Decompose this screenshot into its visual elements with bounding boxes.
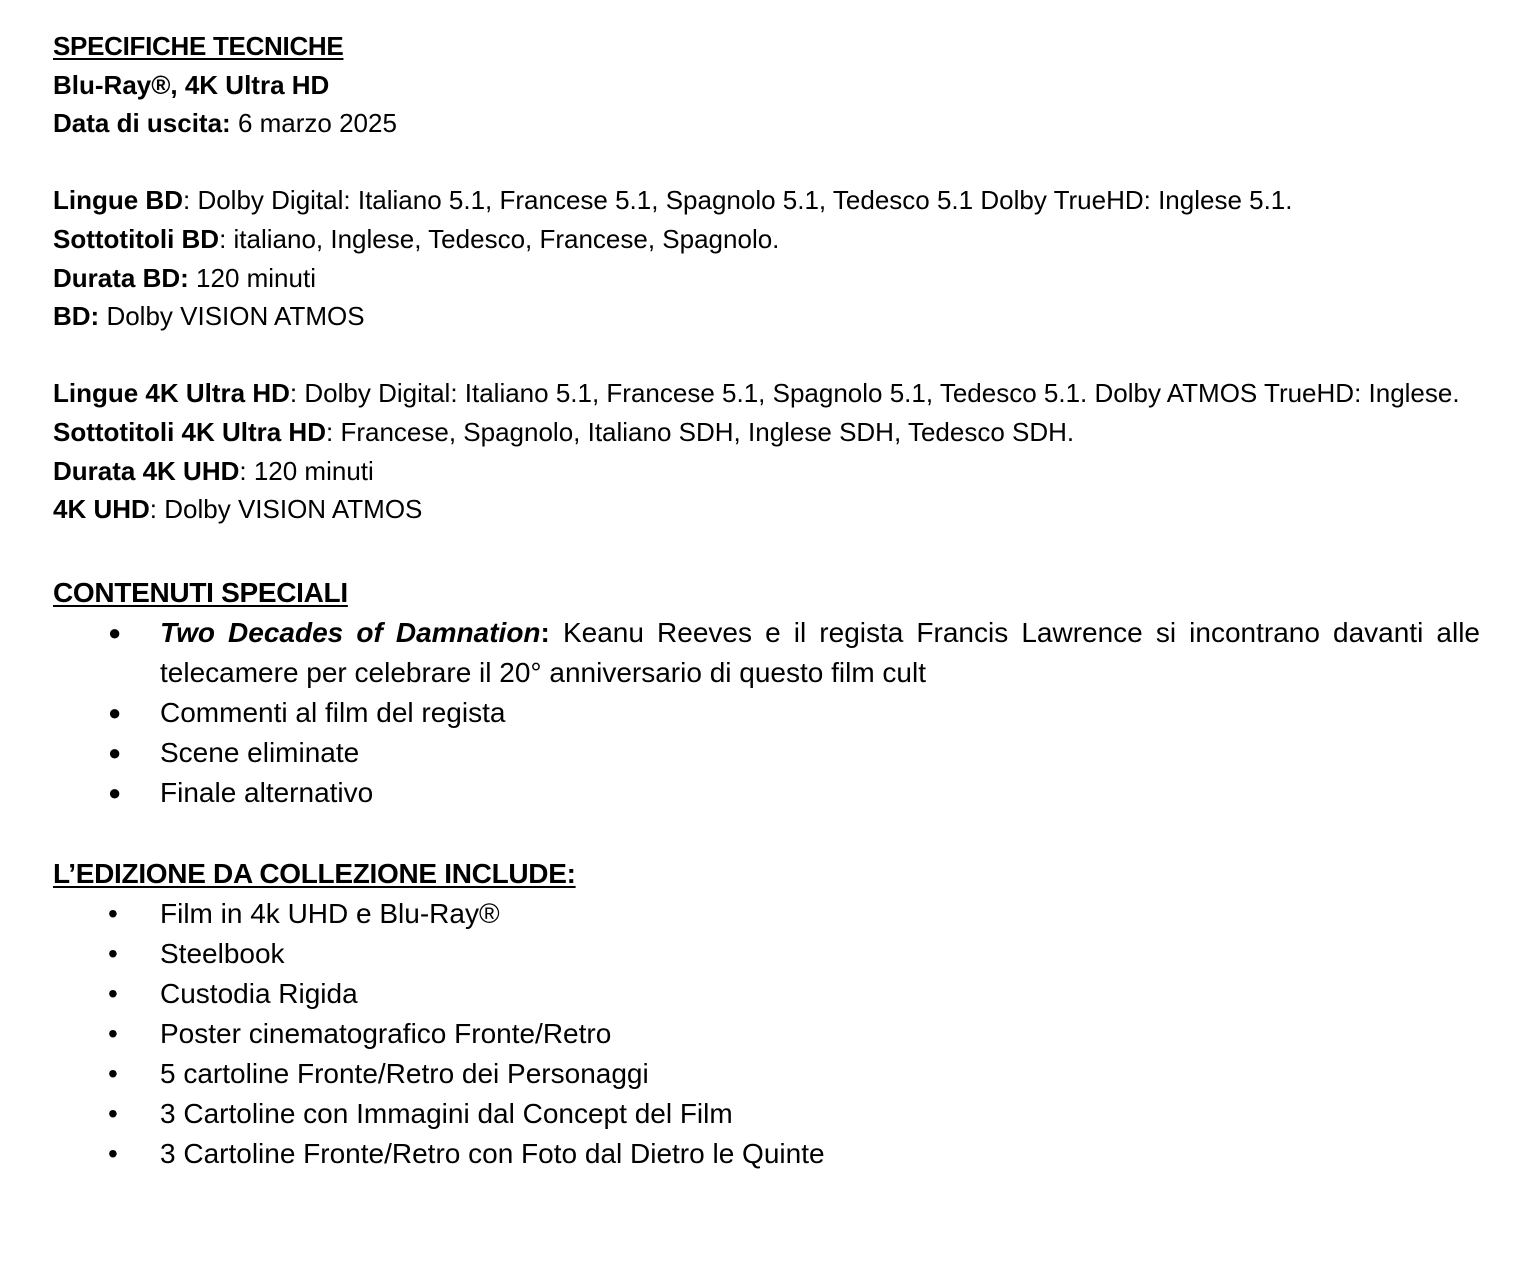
uhd-duration-label: Durata 4K UHD [53, 455, 240, 486]
bullet-icon: • [108, 1097, 118, 1129]
feature-title: Two Decades of Damnation [160, 616, 541, 648]
bd-duration [53, 259, 1480, 298]
list-item: ● Finale alternativo [53, 773, 1480, 813]
bd-subtitles-value: : italiano, Inglese, Tedesco, Francese, Spagnolo. [219, 223, 780, 254]
spacer [53, 336, 1480, 375]
bullet-icon: • [108, 977, 118, 1009]
collector-items-list [53, 894, 1480, 1174]
bd-subtitles-label: Sottotitoli BD [53, 223, 220, 254]
release-label: Data di uscita: [53, 108, 231, 139]
spacer [53, 529, 1480, 573]
feature-text: Keanu Reeves e il regista Francis Lawrence si incontrano davanti alle telecamere per celebrare il 20° anniversario di questo film cult [160, 616, 1480, 688]
bullet-icon: • [108, 897, 118, 929]
list-item: • 5 cartoline Fronte/Retro dei Personaggi [53, 1054, 1480, 1094]
uhd-duration-value: : 120 minuti [239, 455, 374, 486]
bd-duration-value: 120 minuti [188, 262, 316, 293]
uhd-format-value: : Dolby VISION ATMOS [149, 494, 423, 525]
list-item: ● Commenti al film del regista [53, 693, 1480, 733]
bullet-icon: ● [108, 779, 122, 805]
list-item: ● Two Decades of Damnation: Keanu Reeves e il regista Francis Lawrence si incontrano davanti alle telecamere per celebrare il 20° anniversario di questo film cult [53, 613, 1480, 693]
collector-heading: L’EDIZIONE DA COLLEZIONE INCLUDE: [53, 857, 576, 889]
bd-format [53, 297, 1480, 336]
bd-languages [53, 181, 1480, 220]
bd-subtitles [53, 220, 1480, 259]
uhd-subtitles [53, 413, 1480, 452]
bd-languages-value: : Dolby Digital: Italiano 5.1, Francese 5.1, Spagnolo 5.1, Tedesco 5.1 Dolby TrueHD: Inglese 5.1. [183, 185, 1293, 216]
list-item: ● Scene eliminate [53, 733, 1480, 773]
list-item: • 3 Cartoline Fronte/Retro con Foto dal Dietro le Quinte [53, 1134, 1480, 1174]
list-item: • Film in 4k UHD e Blu-Ray® [53, 894, 1480, 934]
bullet-icon: ● [108, 699, 122, 725]
special-features-list [53, 613, 1480, 813]
formats-line: Blu-Ray®, 4K Ultra HD [53, 69, 330, 100]
bullet-icon: ● [108, 619, 122, 645]
list-item: • Steelbook [53, 934, 1480, 974]
specs-heading: SPECIFICHE TECNICHE [53, 31, 344, 61]
list-item: • Custodia Rigida [53, 974, 1480, 1014]
uhd-format [53, 490, 1480, 529]
spacer [53, 143, 1480, 182]
list-item: • Poster cinematografico Fronte/Retro [53, 1014, 1480, 1054]
list-item: • 3 Cartoline con Immagini dal Concept del Film [53, 1094, 1480, 1134]
special-heading: CONTENUTI SPECIALI [53, 576, 348, 608]
release-date-line [53, 104, 1480, 143]
uhd-subtitles-value: : Francese, Spagnolo, Italiano SDH, Inglese SDH, Tedesco SDH. [326, 416, 1075, 447]
uhd-languages-value: : Dolby Digital: Italiano 5.1, Francese 5.1, Spagnolo 5.1, Tedesco 5.1. Dolby ATMOS TrueHD: Inglese. [289, 378, 1460, 409]
bullet-icon: • [108, 937, 118, 969]
bullet-icon: • [108, 1137, 118, 1169]
uhd-format-label: 4K UHD [53, 494, 150, 525]
uhd-languages-label: Lingue 4K Ultra HD [53, 378, 290, 409]
bd-format-value: Dolby VISION ATMOS [99, 301, 365, 332]
release-value: 6 marzo 2025 [230, 108, 397, 139]
uhd-duration [53, 452, 1480, 491]
uhd-subtitles-label: Sottotitoli 4K Ultra HD [53, 416, 326, 447]
bullet-icon: • [108, 1057, 118, 1089]
bd-languages-label: Lingue BD [53, 185, 183, 216]
document-page [53, 27, 1480, 1174]
uhd-languages [53, 374, 1480, 413]
bd-duration-label: Durata BD: [53, 262, 189, 293]
bd-format-label: BD: [53, 301, 100, 332]
bullet-icon: • [108, 1017, 118, 1049]
bullet-icon: ● [108, 739, 122, 765]
spacer [53, 813, 1480, 854]
